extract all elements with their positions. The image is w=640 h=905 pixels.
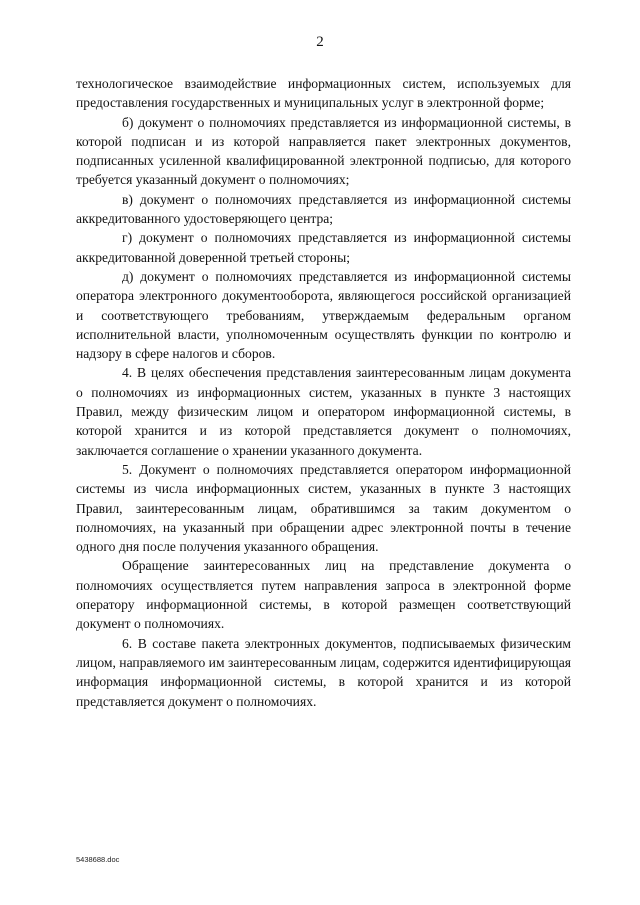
footer-document-code: 5438688.doc <box>76 855 120 864</box>
paragraph-continuation: технологическое взаимодействие информационных систем, используемых для предоставления государственных и муниципальных услуг в электронной форме; <box>76 76 571 111</box>
paragraph-section-4: 4. В целях обеспечения представления заинтересованным лицам документа о полномочиях из информационных систем, указанных в пункте 3 настоящих Правил, между физическим лицом и оператором информационной системы, в которой хранится и из которой представляется документ о полномочиях, заключается соглашение о хранении указанного документа. <box>76 365 571 458</box>
page-number: 2 <box>316 34 324 50</box>
paragraph-item-d: д) документ о полномочиях представляется из информационной системы оператора электронного документооборота, являющегося российской организацией и соответствующего требованиям, утверждаемым федеральным органом исполнительной власти, уполномоченным осуществлять функции по контролю и надзору в сфере налогов и сборов. <box>76 268 571 362</box>
paragraph-item-v: в) документ о полномочиях представляется из информационной системы аккредитованного удостоверяющего центра; <box>76 191 571 227</box>
paragraph-item-b: б) документ о полномочиях представляется из информационной системы, в которой подписан и из которой направляется пакет электронных документов, подписанных усиленной квалифицированной электронной подписью, для которого требуется указанный документ о полномочиях; <box>76 114 571 188</box>
paragraph-section-5: 5. Документ о полномочиях представляется оператором информационной системы из числа информационных систем, указанных в пункте 3 настоящих Правил, заинтересованным лицам, обратившимся за таким документом о полномочиях, на указанный при обращении адрес электронной почты в течение одного дня после получения указанного обращения. <box>76 461 571 555</box>
paragraph-request: Обращение заинтересованных лиц на представление документа о полномочиях осуществляется путем направления запроса в электронной форме оператору информационной системы, в которой размещен соответствующий документ о полномочиях. <box>76 558 571 632</box>
paragraph-section-6: 6. В составе пакета электронных документов, подписываемых физическим лицом, направляемого им заинтересованным лицам, содержится идентифицирующая информация информационной системы, в которой хранится и из которой представляется документ о полномочиях. <box>76 635 571 709</box>
document-body <box>76 74 571 711</box>
paragraph-item-g: г) документ о полномочиях представляется из информационной системы аккредитованной доверенной третьей стороны; <box>76 230 571 265</box>
